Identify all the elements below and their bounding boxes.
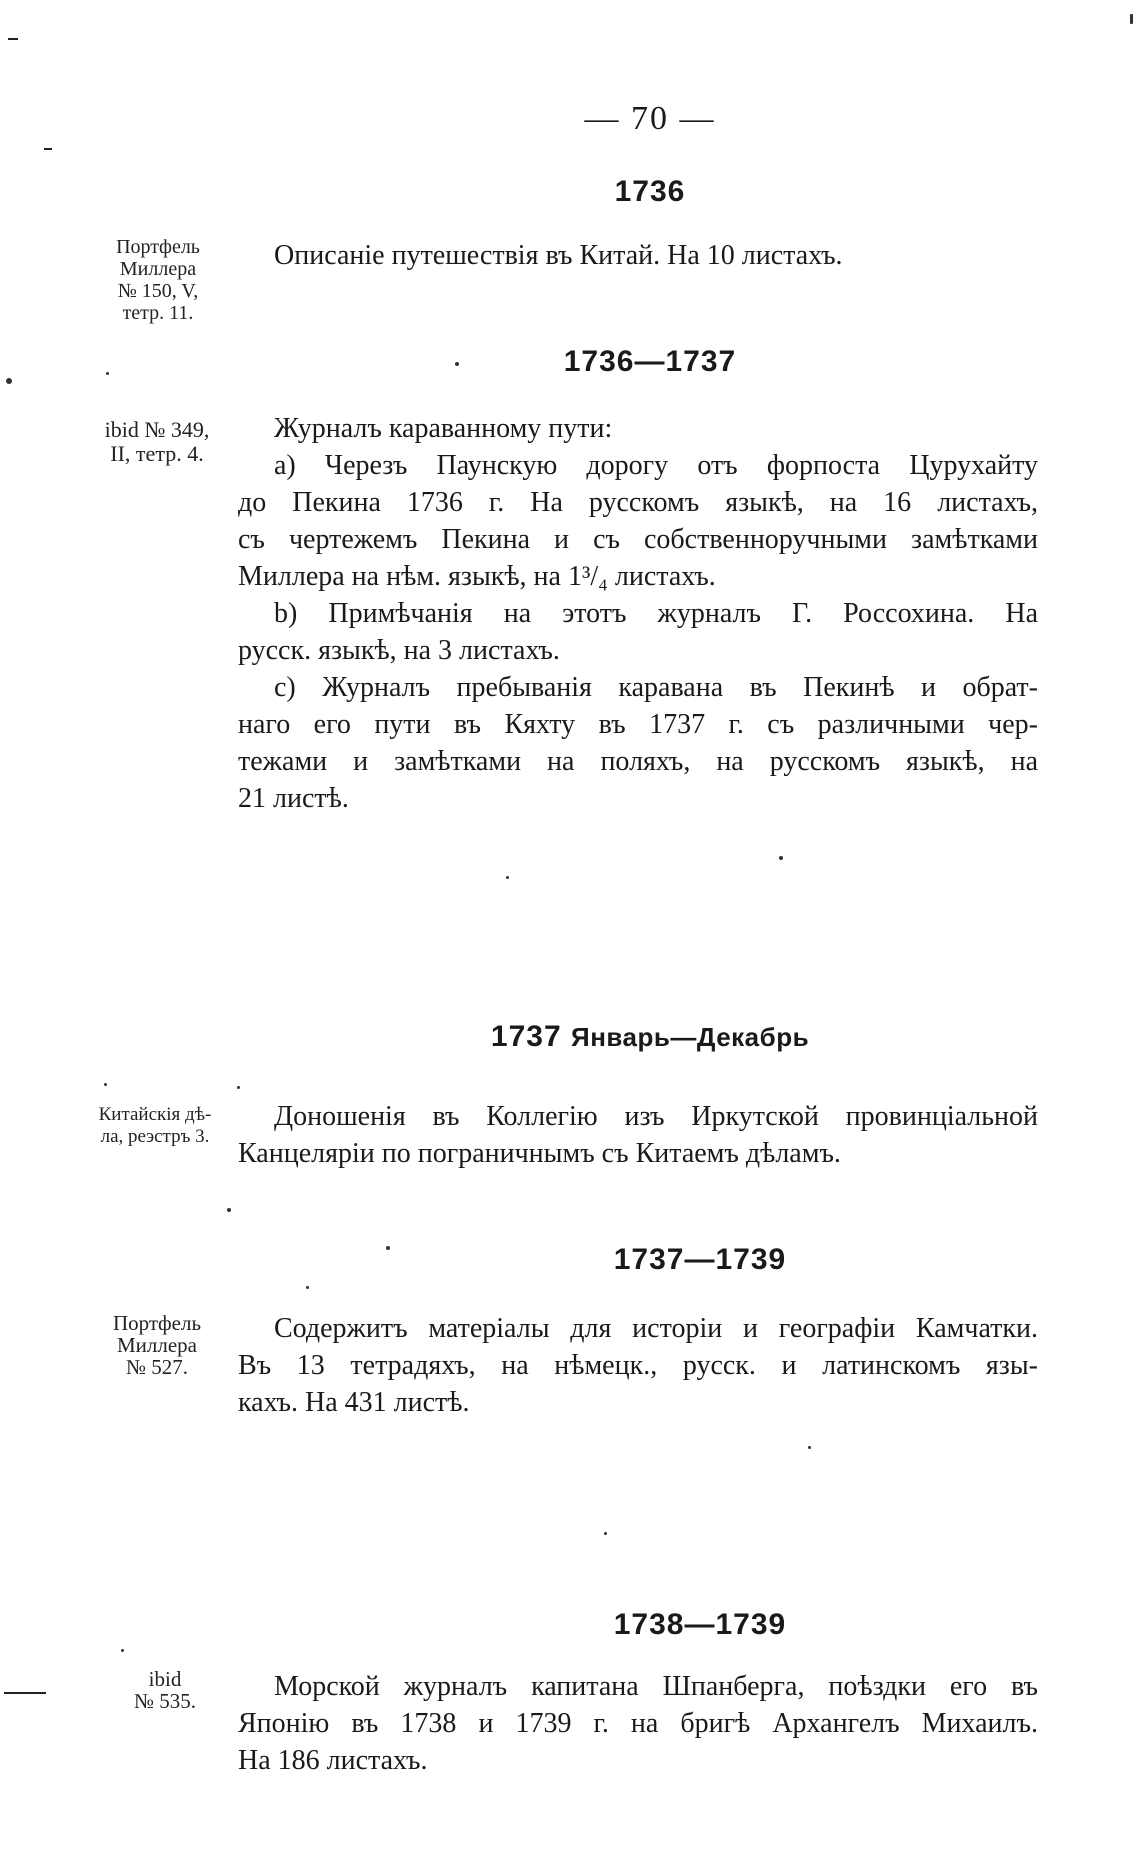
scan-mark bbox=[506, 876, 509, 879]
margin-note-line: Портфель bbox=[116, 236, 200, 258]
margin-note-line: ibid bbox=[148, 1667, 182, 1691]
page-number: — 70 — bbox=[584, 100, 716, 137]
entry-line: русск. языкѣ, на 3 листахъ. bbox=[238, 635, 560, 666]
entry-line: Миллера на нѣм. языкѣ, на 1³/₄ листахъ. bbox=[238, 561, 716, 592]
scan-mark bbox=[104, 1083, 107, 1086]
section-heading-1736: 1736 bbox=[614, 175, 686, 208]
entry-line: Японію въ 1738 и 1739 г. на бригѣ Архангелъ Михаилъ. bbox=[238, 1708, 1038, 1739]
margin-note-1738-1739 bbox=[110, 1668, 220, 1712]
section-heading-1736-1737: 1736—1737 bbox=[563, 345, 737, 378]
heading-subtitle: Январь—Декабрь bbox=[571, 1022, 810, 1052]
entry-line: c) Журналъ пребыванія каравана въ Пекинѣ и обрат- bbox=[274, 672, 1038, 703]
scan-mark bbox=[121, 1649, 124, 1652]
margin-note-line: № 150, V, bbox=[117, 280, 199, 302]
entry-line: Доношенія въ Коллегію изъ Иркутской провинціальной bbox=[274, 1101, 1038, 1132]
margin-note-1737 bbox=[70, 1104, 240, 1148]
entry-line: Канцеляріи по пограничнымъ съ Китаемъ дѣламъ. bbox=[238, 1138, 841, 1169]
entry-1736-1737 bbox=[238, 410, 1038, 817]
scan-mark bbox=[779, 856, 783, 860]
margin-note-line: ibid № 349, bbox=[104, 417, 210, 442]
entry-line: Журналъ караванному пути: bbox=[274, 413, 613, 444]
scan-mark bbox=[44, 148, 52, 150]
scan-mark bbox=[6, 378, 12, 384]
margin-note-1737-1739 bbox=[92, 1312, 222, 1378]
entry-line: тежами и замѣтками на поляхъ, на русскомъ языкѣ, на bbox=[238, 746, 1038, 777]
entry-line: съ чертежемъ Пекина и съ собственноручными замѣтками bbox=[238, 524, 1038, 555]
entry-line: Морской журналъ капитана Шпанберга, поѣздки его въ bbox=[274, 1671, 1038, 1702]
entry-line: Въ 13 тетрадяхъ, на нѣмецк., русск. и латинскомъ язы- bbox=[238, 1350, 1038, 1381]
scan-mark bbox=[455, 362, 459, 366]
entry-line: 21 листѣ. bbox=[238, 783, 349, 814]
margin-note-line: № 527. bbox=[125, 1355, 189, 1379]
scan-mark bbox=[386, 1246, 390, 1250]
margin-note-1736 bbox=[88, 236, 228, 324]
entry-1736 bbox=[238, 237, 1038, 274]
margin-note-line: ла, реэстръ 3. bbox=[100, 1126, 210, 1147]
section-heading-1737-1739: 1737—1739 bbox=[613, 1243, 787, 1276]
scan-mark bbox=[8, 38, 18, 40]
margin-note-line: № 535. bbox=[133, 1689, 197, 1713]
section-heading-1738-1739: 1738—1739 bbox=[613, 1608, 787, 1641]
entry-line: a) Черезъ Паунскую дорогу отъ форпоста Цурухайту bbox=[274, 450, 1038, 481]
scan-mark bbox=[808, 1446, 811, 1449]
scan-mark bbox=[106, 372, 109, 375]
entry-line: На 186 листахъ. bbox=[238, 1745, 428, 1776]
scan-mark bbox=[227, 1208, 231, 1212]
section-heading-1737 bbox=[400, 1020, 900, 1054]
margin-note-1736-1737 bbox=[82, 418, 232, 466]
margin-note-line: Миллера bbox=[119, 258, 197, 280]
entry-1738-1739 bbox=[238, 1668, 1038, 1779]
entry-1737-1739 bbox=[238, 1310, 1038, 1421]
margin-note-line: тетр. 11. bbox=[122, 302, 194, 324]
entry-1737 bbox=[238, 1098, 1038, 1172]
scan-mark bbox=[306, 1286, 309, 1289]
entry-line: Содержитъ матеріалы для исторіи и географіи Камчатки. bbox=[274, 1313, 1038, 1344]
entry-line: наго его пути въ Кяхту въ 1737 г. съ различными чер- bbox=[238, 709, 1038, 740]
entry-line: b) Примѣчанія на этотъ журналъ Г. Россохина. На bbox=[274, 598, 1038, 629]
entry-line: до Пекина 1736 г. На русскомъ языкѣ, на 16 листахъ, bbox=[238, 487, 1038, 518]
entry-line: кахъ. На 431 листѣ. bbox=[238, 1387, 470, 1418]
heading-year: 1737 bbox=[490, 1020, 562, 1053]
scan-mark bbox=[237, 1086, 240, 1089]
margin-note-line: Миллера bbox=[116, 1333, 197, 1357]
scan-mark bbox=[4, 1692, 46, 1694]
margin-note-line: II, тетр. 4. bbox=[110, 441, 204, 466]
scan-mark bbox=[604, 1532, 607, 1535]
entry-line: Описаніе путешествія въ Китай. На 10 листахъ. bbox=[274, 240, 843, 271]
margin-note-line: Портфель bbox=[112, 1311, 202, 1335]
margin-note-line: Китайскія дѣ- bbox=[98, 1104, 212, 1125]
scan-mark bbox=[1130, 14, 1133, 24]
